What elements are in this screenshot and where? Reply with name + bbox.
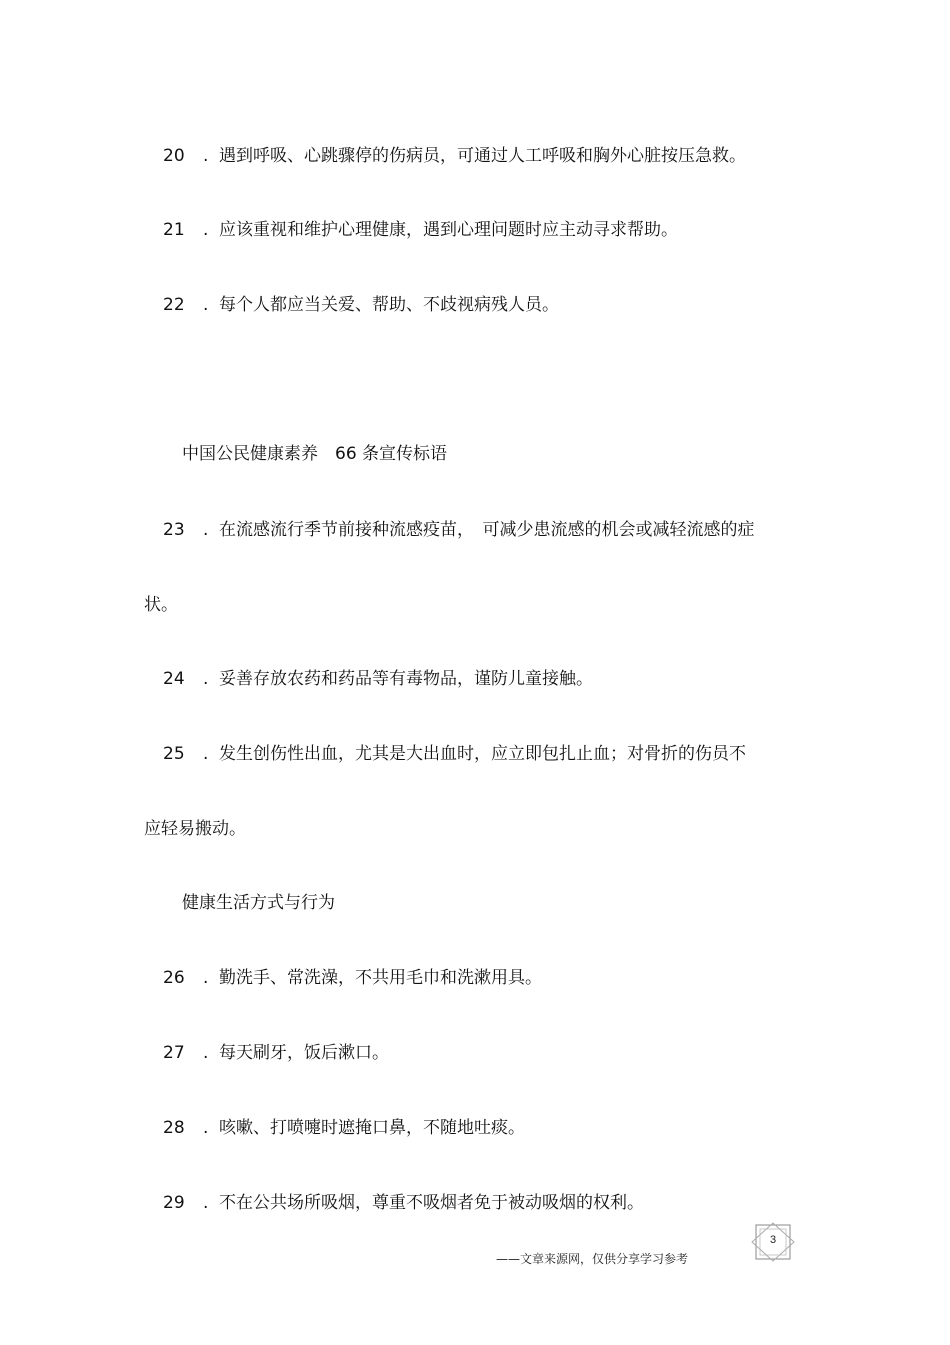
- item-text: 每个人都应当关爱、帮助、不歧视病残人员。: [219, 295, 559, 315]
- item-text: 发生创伤性出血，尤其是大出血时，应立即包扎止血；对骨折的伤员不: [219, 744, 746, 764]
- item-number: 21: [163, 220, 185, 240]
- list-item-22: 22 . 每个人都应当关爱、帮助、不歧视病残人员。: [163, 295, 559, 315]
- item-text: 应该重视和维护心理健康，遇到心理问题时应主动寻求帮助。: [219, 220, 678, 240]
- list-item-23-continuation: 状。: [144, 595, 178, 615]
- list-item-21: 21 . 应该重视和维护心理健康，遇到心理问题时应主动寻求帮助。: [163, 220, 678, 240]
- item-number: 26: [163, 968, 185, 988]
- item-text: 咳嗽、打喷嚏时遮掩口鼻，不随地吐痰。: [219, 1118, 525, 1138]
- item-text: 遇到呼吸、心跳骤停的伤病员，可通过人工呼吸和胸外心脏按压急救。: [219, 146, 746, 166]
- item-text: 不在公共场所吸烟，尊重不吸烟者免于被动吸烟的权利。: [219, 1193, 644, 1213]
- item-text: 勤洗手、常洗澡，不共用毛巾和洗漱用具。: [219, 968, 542, 988]
- item-number: 23: [163, 520, 185, 540]
- item-number: 22: [163, 295, 185, 315]
- item-number: 27: [163, 1043, 185, 1063]
- list-item-24: 24 . 妥善存放农药和药品等有毒物品，谨防儿童接触。: [163, 669, 593, 689]
- item-number: 25: [163, 744, 185, 764]
- item-text: 妥善存放农药和药品等有毒物品，谨防儿童接触。: [219, 669, 593, 689]
- section-heading: 健康生活方式与行为: [182, 893, 335, 913]
- item-number: 29: [163, 1193, 185, 1213]
- section-title: 中国公民健康素养 66 条宣传标语: [182, 444, 448, 464]
- item-number: 20: [163, 146, 185, 166]
- list-item-27: 27 . 每天刷牙，饭后漱口。: [163, 1043, 389, 1063]
- list-item-23: 23 . 在流感流行季节前接种流感疫苗， 可减少患流感的机会或减轻流感的症: [163, 520, 755, 540]
- list-item-25: 25 . 发生创伤性出血，尤其是大出血时，应立即包扎止血；对骨折的伤员不: [163, 744, 746, 764]
- page-number-badge: [750, 1222, 796, 1262]
- item-text: 在流感流行季节前接种流感疫苗， 可减少患流感的机会或减轻流感的症: [219, 520, 755, 540]
- footer-note: ——文章来源网，仅供分享学习参考: [496, 1252, 689, 1266]
- list-item-20: 20 . 遇到呼吸、心跳骤停的伤病员，可通过人工呼吸和胸外心脏按压急救。: [163, 146, 746, 166]
- list-item-25-continuation: 应轻易搬动。: [144, 819, 246, 839]
- list-item-29: 29 . 不在公共场所吸烟，尊重不吸烟者免于被动吸烟的权利。: [163, 1193, 644, 1213]
- list-item-28: 28 . 咳嗽、打喷嚏时遮掩口鼻，不随地吐痰。: [163, 1118, 525, 1138]
- item-text: 每天刷牙，饭后漱口。: [219, 1043, 389, 1063]
- page-number: 3: [769, 1234, 777, 1246]
- item-number: 28: [163, 1118, 185, 1138]
- item-number: 24: [163, 669, 185, 689]
- list-item-26: 26 . 勤洗手、常洗澡，不共用毛巾和洗漱用具。: [163, 968, 542, 988]
